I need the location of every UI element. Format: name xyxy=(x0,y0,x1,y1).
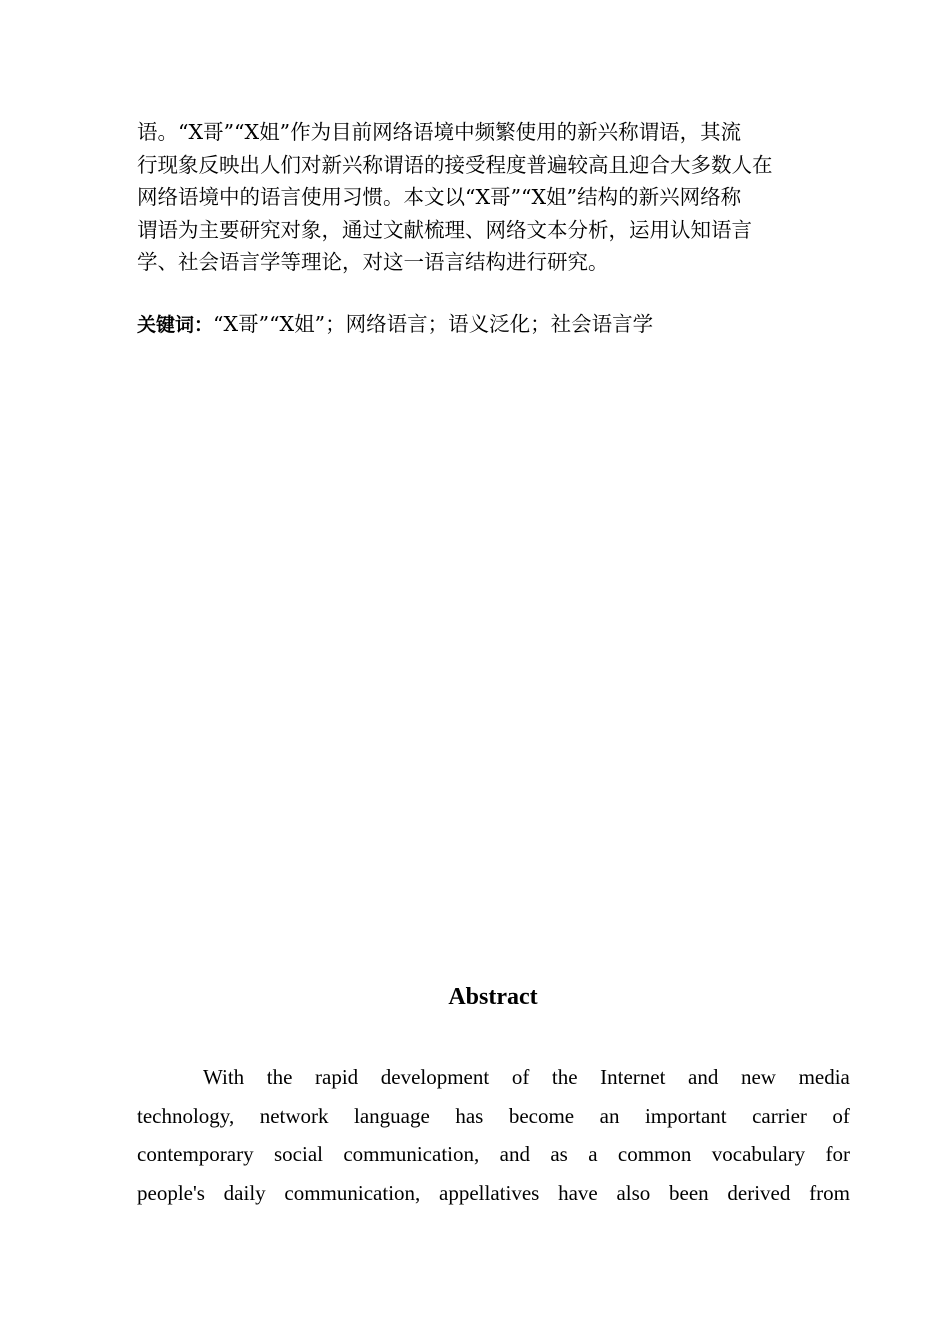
abstract-word: from xyxy=(809,1181,850,1206)
abstract-word: carrier xyxy=(752,1103,807,1128)
abstract-word: people's xyxy=(137,1181,205,1206)
chinese-abstract-line: 语。“X哥”“X姐”作为目前网络语境中频繁使用的新兴称谓语，其流 xyxy=(137,120,742,144)
chinese-abstract-line: 行现象反映出人们对新兴称谓语的接受程度普遍较高且迎合大多数人在 xyxy=(137,152,773,177)
abstract-word: as xyxy=(550,1142,568,1167)
abstract-heading: Abstract xyxy=(448,984,538,1010)
abstract-word: language xyxy=(354,1103,430,1128)
abstract-word: important xyxy=(644,1103,727,1128)
keywords-label: 关键词： xyxy=(137,314,214,336)
abstract-word: an xyxy=(599,1103,620,1128)
abstract-word: appellatives xyxy=(439,1181,540,1206)
abstract-word: Internet xyxy=(600,1065,666,1089)
english-abstract-line xyxy=(137,1097,850,1136)
abstract-word: derived xyxy=(727,1181,791,1206)
abstract-word: communication, xyxy=(343,1142,480,1167)
abstract-word: contemporary xyxy=(137,1142,254,1167)
chinese-abstract-line: 谓语为主要研究对象，通过文献梳理、网络文本分析，运用认知语言 xyxy=(137,217,752,242)
abstract-word: daily xyxy=(223,1181,266,1206)
chinese-abstract-line: 学、社会语言学等理论，对这一语言结构进行研究。 xyxy=(137,250,609,274)
abstract-word: the xyxy=(266,1065,293,1089)
abstract-word: have xyxy=(558,1181,598,1206)
abstract-word: rapid xyxy=(315,1065,359,1089)
abstract-word: vocabulary xyxy=(711,1142,806,1167)
abstract-word: become xyxy=(508,1103,575,1128)
abstract-word: of xyxy=(832,1103,850,1128)
abstract-word: common xyxy=(617,1142,692,1167)
abstract-word: communication, xyxy=(284,1181,421,1206)
abstract-word: has xyxy=(455,1103,484,1128)
abstract-word: and xyxy=(499,1142,530,1167)
abstract-word: media xyxy=(798,1065,850,1089)
chinese-abstract-line: 网络语境中的语言使用习惯。本文以“X哥”“X姐”结构的新兴网络称 xyxy=(137,185,742,209)
abstract-word: the xyxy=(551,1065,578,1089)
abstract-word: network xyxy=(259,1103,329,1128)
english-abstract-line xyxy=(137,1058,850,1097)
abstract-word: technology, xyxy=(137,1103,235,1128)
keywords-line xyxy=(137,308,653,341)
english-abstract-line xyxy=(137,1135,850,1174)
abstract-word: With xyxy=(203,1065,245,1089)
abstract-word: been xyxy=(669,1181,709,1206)
abstract-word: a xyxy=(588,1142,598,1167)
abstract-word: for xyxy=(825,1142,850,1167)
abstract-word: development xyxy=(380,1065,490,1089)
abstract-word: new xyxy=(740,1065,776,1089)
abstract-word: social xyxy=(274,1142,323,1167)
abstract-word: also xyxy=(616,1181,651,1206)
abstract-word: and xyxy=(688,1065,719,1089)
keywords-text: “X哥”“X姐”；网络语言；语义泛化；社会语言学 xyxy=(213,312,654,336)
chinese-abstract-body xyxy=(137,116,849,279)
abstract-word: of xyxy=(511,1065,530,1089)
english-abstract-body xyxy=(137,1058,850,1213)
english-abstract-line xyxy=(137,1174,850,1213)
